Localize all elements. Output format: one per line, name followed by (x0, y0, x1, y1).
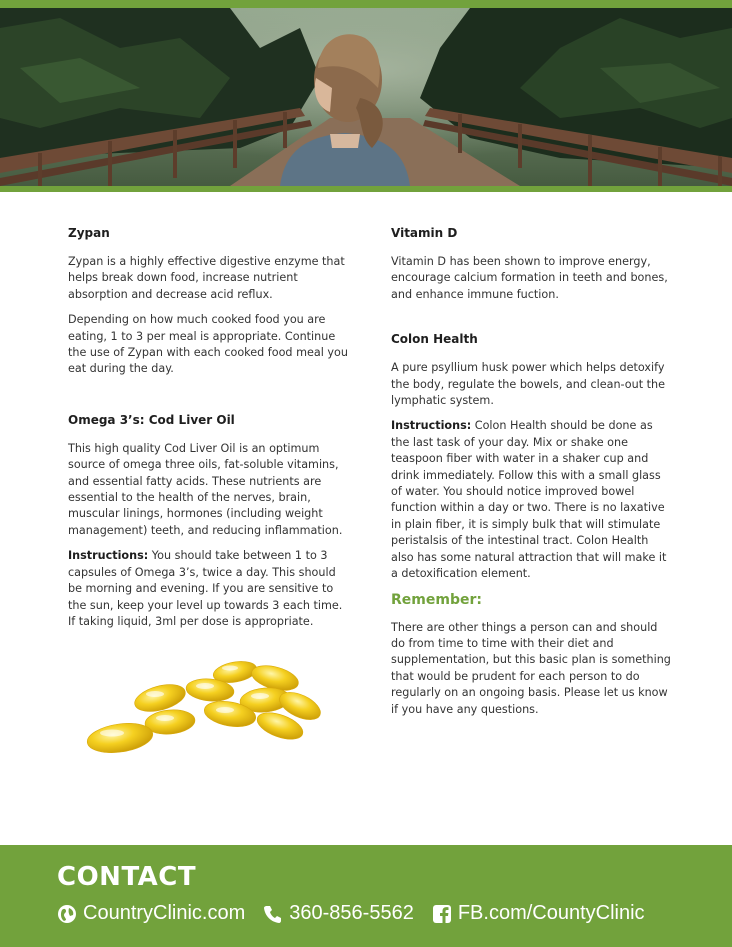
right-column (391, 226, 671, 727)
zypan-dosage: Depending on how much cooked food you are eating, 1 to 3 per meal is appropriate. Continue the use of Zypan with each cooked food meal you eat during the day. (68, 313, 348, 376)
colon-health-heading: Colon Health (391, 332, 478, 347)
zypan-description: Zypan is a highly effective digestive enzyme that helps break down food, increase nutrient absorption and decrease acid reflux. (68, 255, 345, 301)
website-text: CountryClinic.com (83, 902, 246, 924)
left-column (68, 226, 348, 639)
facebook-link[interactable] (432, 902, 645, 925)
hero-illustration (0, 8, 732, 186)
omega-description: This high quality Cod Liver Oil is an optimum source of omega three oils, fat-soluble vitamins, and essential fatty acids. These nutrients are essential to the health of the nerves, brain, muscular linings, hormones (including weight management) teeth, and reducing inflammation. (68, 441, 343, 537)
contact-title: CONTACT (57, 862, 197, 892)
omega-heading: Omega 3’s: Cod Liver Oil (68, 412, 235, 427)
phone-icon (263, 904, 283, 924)
phone-link[interactable] (263, 902, 414, 925)
facebook-icon (432, 904, 452, 924)
contact-footer (0, 845, 732, 947)
colon-health-instructions (391, 418, 671, 582)
facebook-text: FB.com/CountyClinic (457, 902, 645, 924)
omega-instructions-text: You should take between 1 to 3 capsules of Omega 3’s, twice a day. This should be morning and evening. If you are sensitive to the sun, keep your level up towards 3 each time. If taking liquid, 3ml per dose is appropriate. (68, 549, 343, 628)
colon-health-description: A pure psyllium husk power which helps detoxify the body, regulate the bowels, and clean-out the lymphatic system. (391, 361, 666, 408)
website-link[interactable] (57, 902, 245, 925)
hero-accent-bar (0, 186, 732, 192)
zypan-heading: Zypan (68, 226, 110, 240)
vitamin-d-description: Vitamin D has been shown to improve energy, encourage calcium formation in teeth and bones, and enhance immune fuction. (391, 255, 668, 301)
colon-instructions-label: Instructions: (391, 419, 472, 433)
globe-icon (57, 904, 77, 924)
omega-instructions-label: Instructions: (68, 549, 149, 563)
colon-instructions-text: Colon Health should be done as the last task of your day. Mix or shake one teaspoon fiber with water in a shaker cup and drink immediately. Follow this with a small glass of water. You should notice improved bowel function within a day or two. There is no laxative in plain fiber, it is simply bulk that will stimulate peristalsis of the intestinal tract. Colon Health also has some natural attraction that will make it a detoxification element. (391, 419, 667, 581)
fish-oil-capsules-image (70, 650, 350, 770)
capsules-illustration (70, 650, 350, 770)
top-accent-bar (0, 0, 732, 8)
omega-instructions (68, 548, 348, 630)
hero-photo (0, 8, 732, 186)
remember-text: There are other things a person can and should do from time to time with their diet and supplementation, but this basic plan is something that would be prudent for each person to do regularly on an ongoing basis. Please let us know if you have any questions. (391, 620, 671, 716)
phone-text: 360-856-5562 (289, 902, 414, 924)
contact-row (57, 902, 663, 925)
vitamin-d-heading: Vitamin D (391, 226, 458, 240)
remember-heading: Remember: (391, 591, 482, 608)
